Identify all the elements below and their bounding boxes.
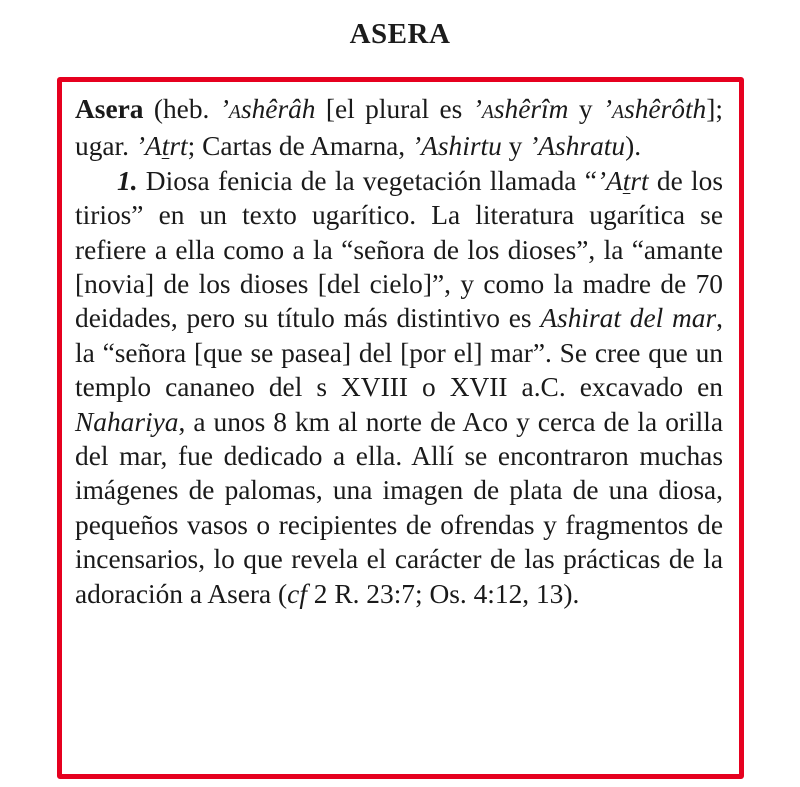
term-part: shêrîm xyxy=(493,94,569,124)
term-part: ’ xyxy=(602,94,613,124)
hebrew-plural-term xyxy=(473,94,569,124)
term-part: A xyxy=(228,101,241,123)
entry-sense-1 xyxy=(75,164,723,611)
dictionary-entry xyxy=(75,92,723,611)
hebrew-term xyxy=(220,94,316,124)
intro-text: [el plural es xyxy=(315,94,473,124)
term-part: shêrâh xyxy=(240,94,316,124)
intro-text: ]; ugar. xyxy=(75,94,723,162)
term-part: ’A xyxy=(596,165,623,196)
sense-text: 2 R. 23:7; Os. 4:12, 13). xyxy=(306,578,580,609)
amarna-term: ’Ashirtu xyxy=(412,131,502,162)
sense-text: de los tirios” en un texto ugarítico. La literatura ugarítica se refiere a ella como a la “señora de los dioses”, la “amante [novia] de los dioses [del cielo]”, y como la madre de 70 deidades, pero su título más distintivo es xyxy=(75,165,723,334)
term-part: ’A xyxy=(135,131,162,162)
sense-text: , a unos 8 km al norte de Aco y cerca de la orilla del mar, fue dedicado a ella. Allí se encontraron muchas imágenes de palomas, una imagen de plata de una diosa, pequeños vasos o recipientes de ofrendas y fragmentos de incensarios, lo que revela el carácter de las prácticas de la adoración a Asera ( xyxy=(75,406,723,609)
intro-text: ; Cartas de Amarna, xyxy=(187,131,413,162)
term-part: t xyxy=(622,165,631,196)
intro-text: y xyxy=(501,131,530,162)
headword: Asera xyxy=(75,94,144,124)
term-part: shêrôth xyxy=(624,94,707,124)
amarna-term: ’Ashratu xyxy=(529,131,626,162)
title-term: Ashirat del mar xyxy=(540,303,717,334)
term-part: ’ xyxy=(219,94,229,124)
ugaritic-term xyxy=(136,131,188,161)
entry-intro xyxy=(75,92,723,164)
term-part: rt xyxy=(630,165,649,196)
sense-text: , la “señora [que se pasea] del [por el] mar”. Se cree que un templo cananeo del s XVIII o XVII a.C. excavado en xyxy=(75,303,723,403)
place-name: Nahariya xyxy=(75,406,179,437)
sense-number: 1. xyxy=(117,165,138,196)
cf-abbrev: cf xyxy=(287,578,307,609)
intro-text: y xyxy=(568,94,603,124)
term-part: rt xyxy=(169,131,188,162)
sense-text: Diosa fenicia de la vegetación llamada “ xyxy=(137,165,597,196)
term-part: A xyxy=(481,101,494,123)
term-part: ’ xyxy=(472,94,482,124)
intro-text: ). xyxy=(625,131,642,162)
term-part: t xyxy=(161,131,170,162)
ugaritic-term xyxy=(597,166,649,196)
page-heading: ASERA xyxy=(349,18,451,50)
term-part: A xyxy=(612,101,625,123)
intro-text: (heb. xyxy=(143,94,220,124)
hebrew-plural-term xyxy=(603,94,706,124)
